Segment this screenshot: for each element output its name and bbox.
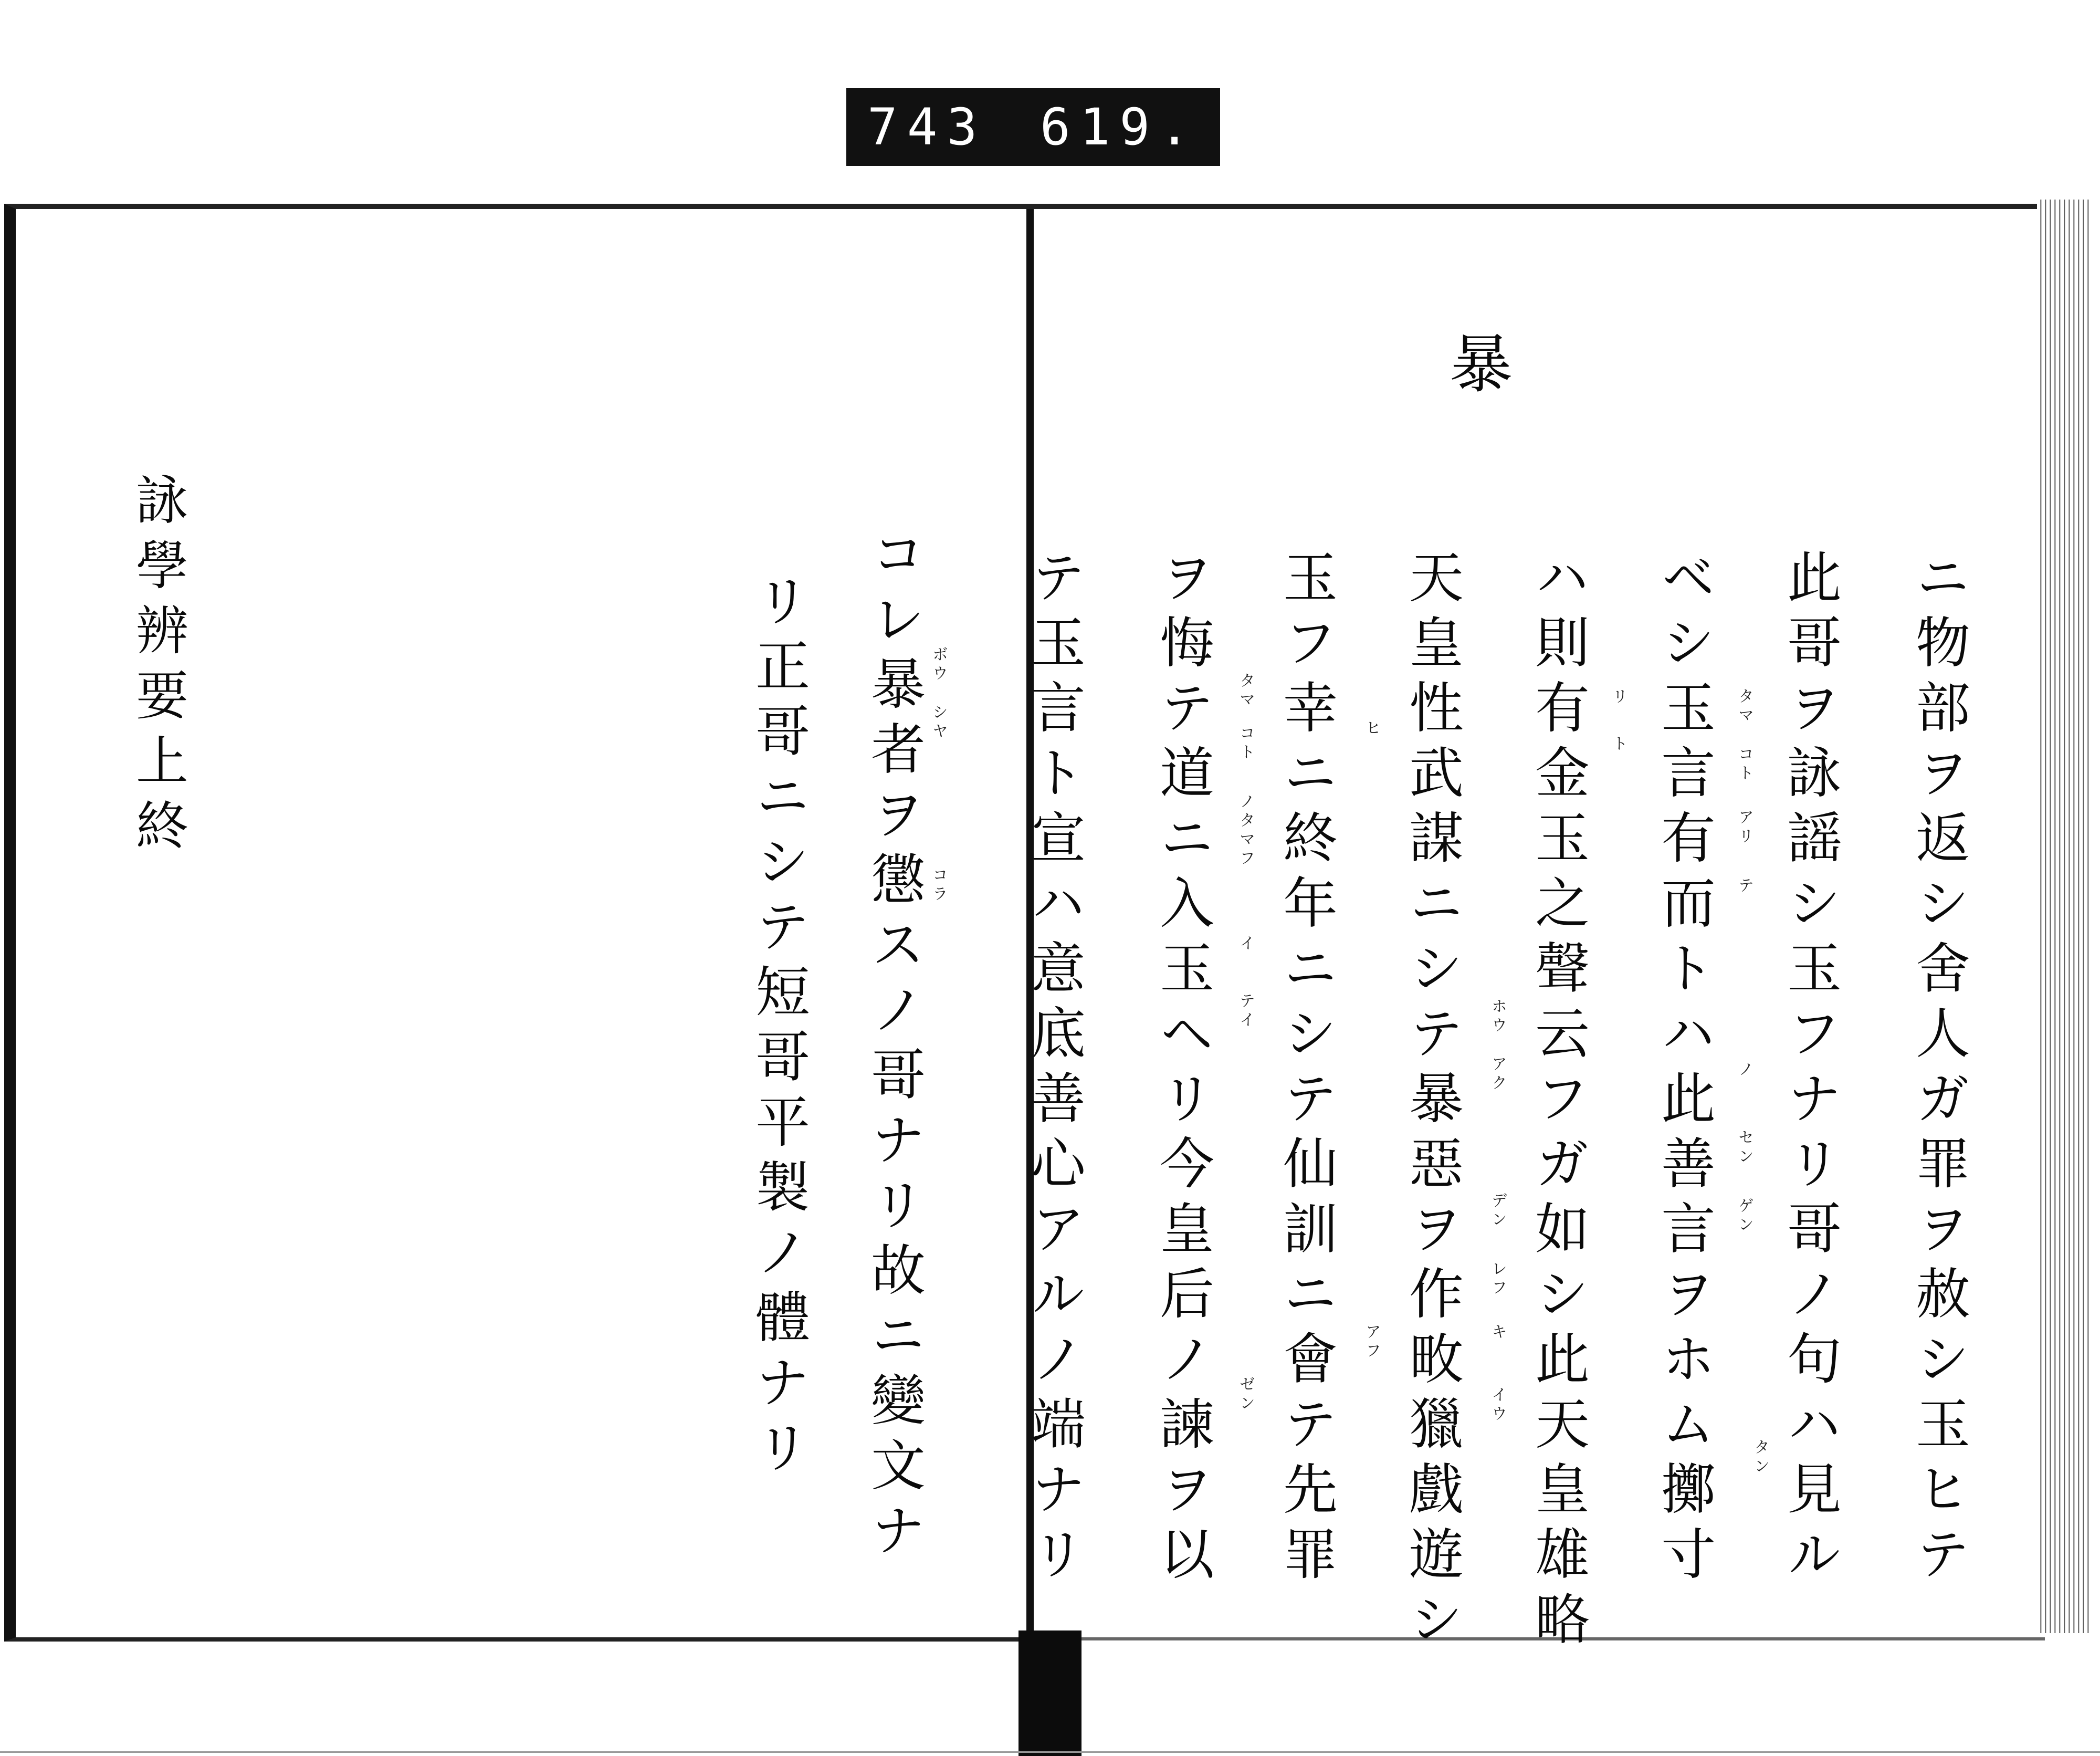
ruby-annotation: タン xyxy=(1751,1439,1769,1477)
catalog-label xyxy=(846,88,1220,166)
text-column-1: ニ物部ヲ返シ舍人ガ罪ヲ赦シ玉ヒテ xyxy=(1906,549,1970,1591)
ruby-annotation: アフ xyxy=(1362,1323,1381,1361)
text-column-5: 天皇性武謀ニシテ暴惡ヲ作畋獵戲遊シ xyxy=(1400,549,1464,1656)
ruby-annotation: ノタマフ xyxy=(1236,793,1255,869)
left-text-column-2: リ正哥ニシテ短哥平製ノ體ナリ xyxy=(746,572,810,1484)
ruby-annotation: キ xyxy=(1488,1323,1507,1342)
ruby-annotation: シヤ xyxy=(929,704,948,741)
text-column-6: 玉フ幸ニ終年ニシテ仙訓ニ會テ先罪 xyxy=(1274,549,1338,1591)
text-column-8: テ玉言ト宣ハ意底善心アルノ端ナリ xyxy=(1022,549,1086,1591)
catalog-number-right: 619. xyxy=(1040,98,1199,156)
section-title: 暴 xyxy=(1439,331,1512,404)
ruby-annotation: タマ xyxy=(1236,672,1255,710)
ruby-annotation: セン xyxy=(1735,1129,1754,1167)
ruby-annotation: ヒ xyxy=(1362,719,1381,738)
catalog-number-left: 743 xyxy=(867,98,987,156)
ruby-annotation: ト xyxy=(1609,735,1628,754)
volume-end-title: 詠學辨要上終 xyxy=(127,473,188,863)
page-edges xyxy=(2037,200,2090,1633)
ruby-annotation: ボウ xyxy=(929,646,948,684)
ruby-annotation: コラ xyxy=(929,866,948,904)
text-column-3: ベシ玉言有而トハ此善言ヲホム擲寸 xyxy=(1652,549,1716,1591)
ruby-annotation: ホウ xyxy=(1488,998,1507,1036)
left-text-column-1: コレ暴者ヲ懲スノ哥ナリ故ニ變文ナ xyxy=(862,525,926,1567)
ruby-annotation: テ xyxy=(1735,877,1754,896)
ruby-annotation: アク xyxy=(1488,1055,1507,1093)
ruby-annotation: デン xyxy=(1488,1192,1507,1230)
text-column-4: ハ則有金玉之聲云フガ如シ此天皇雄略 xyxy=(1526,549,1590,1656)
ruby-annotation: ノ xyxy=(1735,1061,1754,1080)
ruby-annotation: アリ xyxy=(1735,809,1754,846)
ruby-annotation: タマ xyxy=(1735,688,1754,726)
ruby-annotation: コト xyxy=(1236,725,1255,762)
ruby-annotation: レフ xyxy=(1488,1260,1507,1298)
ruby-annotation: ゼン xyxy=(1236,1376,1255,1414)
ruby-annotation: テイ xyxy=(1236,992,1255,1030)
ruby-annotation: ゲン xyxy=(1735,1197,1754,1235)
text-column-2: 此哥ヲ詠謡シ玉フナリ哥ノ句ハ見ル xyxy=(1778,549,1842,1591)
ruby-annotation: イウ xyxy=(1488,1386,1507,1424)
text-column-7: ヲ悔テ道ニ入玉ヘリ今皇后ノ諫ヲ以 xyxy=(1150,549,1214,1591)
book-binding xyxy=(1018,1630,1082,1756)
ruby-annotation: コト xyxy=(1735,746,1754,783)
ruby-annotation: リ xyxy=(1609,688,1628,707)
ruby-annotation: イ xyxy=(1236,935,1255,954)
scan-bottom-edge xyxy=(0,1751,2100,1753)
